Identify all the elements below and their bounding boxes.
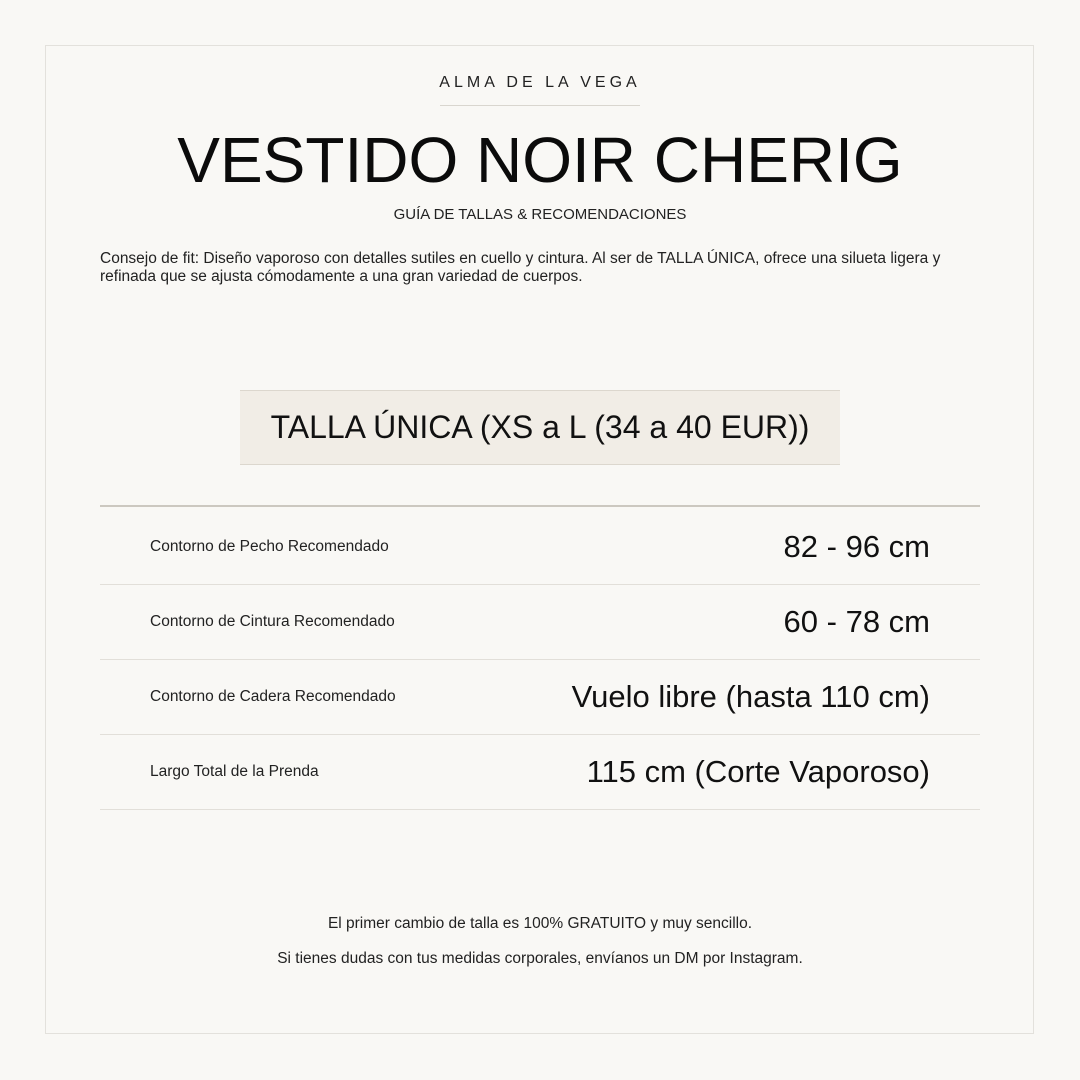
size-badge	[240, 390, 840, 465]
measurement-value: Vuelo libre (hasta 110 cm)	[571, 679, 930, 714]
table-row	[100, 660, 980, 735]
measurement-label: Contorno de Cintura Recomendado	[150, 613, 395, 630]
fit-tip-text: Consejo de fit: Diseño vaporoso con detalles sutiles en cuello y cintura. Al ser de TALLA ÚNICA, ofrece una silueta ligera y refinada que se ajusta cómodamente a una gran variedad de cuerpos.	[100, 250, 941, 285]
product-title: VESTIDO NOIR CHERIG	[177, 124, 903, 196]
table-row	[100, 735, 980, 810]
measurement-label: Contorno de Pecho Recomendado	[150, 538, 389, 555]
measurement-label: Largo Total de la Prenda	[150, 763, 319, 780]
measurements-table	[100, 510, 980, 810]
measurement-value: 115 cm (Corte Vaporoso)	[586, 754, 930, 789]
measurement-value: 82 - 96 cm	[783, 529, 930, 564]
table-row	[100, 585, 980, 660]
size-badge-label: TALLA ÚNICA (XS a L (34 a 40 EUR))	[270, 409, 810, 445]
brand-name: ALMA DE LA VEGA	[439, 74, 641, 91]
measurement-label: Contorno de Cadera Recomendado	[150, 688, 396, 705]
table-row	[100, 510, 980, 585]
table-top-divider	[100, 505, 980, 507]
brand-divider	[440, 105, 640, 106]
exchange-note: El primer cambio de talla es 100% GRATUITO y muy sencillo.	[327, 915, 753, 932]
contact-note: Si tienes dudas con tus medidas corporales, envíanos un DM por Instagram.	[277, 950, 803, 967]
measurement-value: 60 - 78 cm	[783, 604, 930, 639]
guide-subtitle: GUÍA DE TALLAS & RECOMENDACIONES	[393, 206, 687, 223]
